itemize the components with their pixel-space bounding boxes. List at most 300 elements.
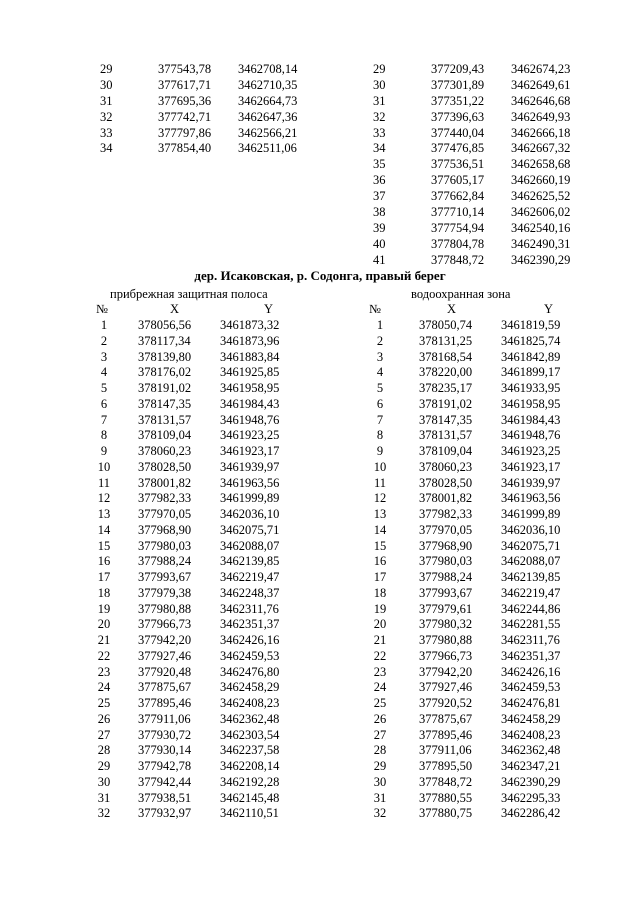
y-coordinate: 3461948,76 xyxy=(220,412,280,427)
y-coordinate: 3461899,17 xyxy=(501,365,561,380)
x-coordinate: 377754,94 xyxy=(431,220,485,235)
row-number: 10 xyxy=(373,459,387,474)
row-number: 29 xyxy=(100,62,113,76)
y-coordinate: 3462647,36 xyxy=(238,109,298,124)
x-coordinate: 377979,38 xyxy=(138,585,192,600)
row-number: 28 xyxy=(373,743,387,758)
x-coordinate: 378191,02 xyxy=(138,381,192,395)
table-row xyxy=(368,633,598,649)
row-number: 34 xyxy=(100,141,113,156)
table-row xyxy=(92,365,322,381)
table-row xyxy=(368,350,598,366)
top-left-coordinate-list xyxy=(100,62,330,157)
y-coordinate: 3462390,29 xyxy=(511,252,571,267)
x-coordinate: 377895,50 xyxy=(419,759,473,773)
row-number: 1 xyxy=(376,318,384,332)
y-coordinate: 3462666,18 xyxy=(511,125,571,140)
row-number: 29 xyxy=(373,62,386,76)
table-row xyxy=(92,334,322,350)
row-number: 13 xyxy=(97,507,111,521)
x-coordinate: 377605,17 xyxy=(431,173,485,188)
table-row xyxy=(92,507,322,523)
y-coordinate: 3462408,23 xyxy=(220,696,280,710)
x-coordinate: 377854,40 xyxy=(158,141,212,156)
x-coordinate: 377895,46 xyxy=(138,696,192,710)
x-coordinate: 377536,51 xyxy=(431,157,485,172)
table-row xyxy=(368,460,598,476)
row-number: 16 xyxy=(97,554,111,569)
x-coordinate: 377966,73 xyxy=(138,617,192,632)
x-coordinate: 377848,72 xyxy=(419,774,473,789)
table-row xyxy=(92,633,322,649)
x-coordinate: 377662,84 xyxy=(431,189,485,204)
x-coordinate: 377797,86 xyxy=(158,125,212,140)
x-coordinate: 378147,35 xyxy=(419,412,473,427)
x-coordinate: 377970,05 xyxy=(138,507,192,521)
row-number: 27 xyxy=(97,727,111,742)
x-coordinate: 377695,36 xyxy=(158,93,212,108)
y-coordinate: 3461842,89 xyxy=(501,349,561,364)
table-row xyxy=(92,586,322,602)
row-number: 21 xyxy=(97,633,111,647)
y-coordinate: 3462658,68 xyxy=(511,157,571,172)
row-number: 27 xyxy=(373,727,387,742)
row-number: 22 xyxy=(373,648,387,663)
x-coordinate: 377942,44 xyxy=(138,774,192,789)
right-header-x: X xyxy=(447,302,457,316)
x-coordinate: 377920,52 xyxy=(419,696,473,710)
row-number: 9 xyxy=(100,444,108,458)
y-coordinate: 3461939,97 xyxy=(501,475,561,490)
row-number: 20 xyxy=(97,617,111,632)
row-number: 35 xyxy=(373,157,386,172)
y-coordinate: 3462192,28 xyxy=(220,774,280,789)
table-row xyxy=(100,141,330,157)
row-number: 26 xyxy=(373,711,387,726)
y-coordinate: 3462351,37 xyxy=(501,648,561,663)
x-coordinate: 378028,50 xyxy=(419,475,473,490)
row-number: 4 xyxy=(100,365,108,380)
row-number: 6 xyxy=(376,396,384,411)
y-coordinate: 3462244,86 xyxy=(501,601,561,616)
y-coordinate: 3462490,31 xyxy=(511,236,571,251)
x-coordinate: 377966,73 xyxy=(419,648,473,663)
row-number: 32 xyxy=(100,109,113,124)
y-coordinate: 3462511,06 xyxy=(238,141,297,156)
table-row xyxy=(92,523,322,539)
x-coordinate: 377988,24 xyxy=(138,554,192,569)
x-coordinate: 377440,04 xyxy=(431,125,485,140)
table-row xyxy=(368,743,598,759)
y-coordinate: 3462311,76 xyxy=(501,633,560,647)
table-row xyxy=(373,253,603,269)
table-row xyxy=(368,712,598,728)
x-coordinate: 377938,51 xyxy=(138,790,192,805)
table-row xyxy=(368,775,598,791)
y-coordinate: 3461939,97 xyxy=(220,459,280,474)
x-coordinate: 378191,02 xyxy=(419,396,473,411)
table-row xyxy=(373,78,603,94)
table-row xyxy=(92,617,322,633)
table-row xyxy=(100,78,330,94)
row-number: 39 xyxy=(373,220,386,235)
y-coordinate: 3462248,37 xyxy=(220,585,280,600)
table-row xyxy=(368,523,598,539)
row-number: 15 xyxy=(97,538,111,553)
x-coordinate: 377970,05 xyxy=(419,522,473,537)
y-coordinate: 3462667,32 xyxy=(511,141,571,156)
row-number: 30 xyxy=(97,774,111,789)
table-row xyxy=(92,397,322,413)
table-row xyxy=(92,554,322,570)
table-row xyxy=(92,806,322,822)
x-coordinate: 377980,03 xyxy=(138,538,192,553)
x-coordinate: 378060,23 xyxy=(419,459,473,474)
row-number: 18 xyxy=(373,585,387,600)
y-coordinate: 3462208,14 xyxy=(220,759,280,773)
x-coordinate: 378176,02 xyxy=(138,365,192,380)
y-coordinate: 3462459,53 xyxy=(501,680,561,695)
row-number: 30 xyxy=(373,77,386,92)
x-coordinate: 377880,55 xyxy=(419,790,473,805)
y-coordinate: 3462347,21 xyxy=(501,759,561,773)
row-number: 2 xyxy=(100,333,108,348)
y-coordinate: 3462408,23 xyxy=(501,727,561,742)
row-number: 20 xyxy=(373,617,387,632)
x-coordinate: 378235,17 xyxy=(419,381,473,395)
x-coordinate: 377543,78 xyxy=(158,62,212,76)
x-coordinate: 378109,04 xyxy=(138,428,192,443)
table-row xyxy=(100,62,330,78)
y-coordinate: 3461999,89 xyxy=(220,491,280,506)
table-row xyxy=(373,237,603,253)
row-number: 38 xyxy=(373,205,386,220)
table-row xyxy=(92,696,322,712)
x-coordinate: 377988,24 xyxy=(419,570,473,584)
x-coordinate: 378056,56 xyxy=(138,318,192,332)
left-header-x: X xyxy=(170,302,180,316)
x-coordinate: 377895,46 xyxy=(419,727,473,742)
y-coordinate: 3462390,29 xyxy=(501,774,561,789)
table-row xyxy=(368,806,598,822)
table-row xyxy=(92,602,322,618)
row-number: 23 xyxy=(97,664,111,679)
x-coordinate: 377351,22 xyxy=(431,93,485,108)
row-number: 15 xyxy=(373,538,387,553)
x-coordinate: 377476,85 xyxy=(431,141,485,156)
x-coordinate: 377875,67 xyxy=(138,680,192,695)
x-coordinate: 377982,33 xyxy=(138,491,192,506)
row-number: 30 xyxy=(100,77,113,92)
y-coordinate: 3462219,47 xyxy=(220,570,280,584)
table-row xyxy=(92,381,322,397)
table-row xyxy=(92,680,322,696)
x-coordinate: 377927,46 xyxy=(419,680,473,695)
row-number: 33 xyxy=(100,125,113,140)
row-number: 37 xyxy=(373,189,386,204)
row-number: 32 xyxy=(373,806,387,821)
y-coordinate: 3461825,74 xyxy=(501,333,561,348)
y-coordinate: 3462459,53 xyxy=(220,648,280,663)
y-coordinate: 3462646,68 xyxy=(511,93,571,108)
y-coordinate: 3462303,54 xyxy=(220,727,280,742)
table-row xyxy=(100,110,330,126)
row-number: 17 xyxy=(373,570,387,584)
y-coordinate: 3462110,51 xyxy=(220,806,279,821)
table-row xyxy=(92,460,322,476)
right-header-number: № xyxy=(369,302,381,316)
table-row xyxy=(368,696,598,712)
x-coordinate: 378147,35 xyxy=(138,396,192,411)
x-coordinate: 377927,46 xyxy=(138,648,192,663)
y-coordinate: 3461948,76 xyxy=(501,428,561,443)
x-coordinate: 378131,57 xyxy=(138,412,192,427)
row-number: 23 xyxy=(373,664,387,679)
x-coordinate: 377396,63 xyxy=(431,109,485,124)
row-number: 17 xyxy=(97,570,111,584)
table-row xyxy=(373,141,603,157)
row-number: 33 xyxy=(373,125,386,140)
table-row xyxy=(92,444,322,460)
table-row xyxy=(368,334,598,350)
row-number: 29 xyxy=(97,759,111,773)
table-row xyxy=(92,476,322,492)
table-row xyxy=(373,173,603,189)
table-row xyxy=(92,318,322,334)
row-number: 12 xyxy=(97,491,111,506)
table-row xyxy=(368,665,598,681)
y-coordinate: 3462566,21 xyxy=(238,125,298,140)
y-coordinate: 3461963,56 xyxy=(220,475,280,490)
table-row xyxy=(373,62,603,78)
y-coordinate: 3462606,02 xyxy=(511,205,571,220)
y-coordinate: 3462458,29 xyxy=(501,711,561,726)
table-row xyxy=(368,649,598,665)
row-number: 10 xyxy=(97,459,111,474)
y-coordinate: 3461999,89 xyxy=(501,507,561,521)
x-coordinate: 377301,89 xyxy=(431,77,485,92)
y-coordinate: 3461873,96 xyxy=(220,333,280,348)
y-coordinate: 3462458,29 xyxy=(220,680,280,695)
y-coordinate: 3462426,16 xyxy=(220,633,280,647)
row-number: 8 xyxy=(376,428,384,443)
table-row xyxy=(368,539,598,555)
y-coordinate: 3462476,81 xyxy=(501,696,561,710)
y-coordinate: 3461923,25 xyxy=(220,428,280,443)
row-number: 34 xyxy=(373,141,386,156)
x-coordinate: 377980,88 xyxy=(138,601,192,616)
table-row xyxy=(373,110,603,126)
x-coordinate: 377993,67 xyxy=(419,585,473,600)
x-coordinate: 377911,06 xyxy=(419,743,472,758)
left-coordinate-table xyxy=(92,318,322,822)
x-coordinate: 377980,03 xyxy=(419,554,473,569)
x-coordinate: 377875,67 xyxy=(419,711,473,726)
x-coordinate: 377980,32 xyxy=(419,617,473,632)
row-number: 36 xyxy=(373,173,386,188)
left-table-header xyxy=(96,302,273,318)
table-row xyxy=(92,743,322,759)
row-number: 22 xyxy=(97,648,111,663)
y-coordinate: 3462281,55 xyxy=(501,617,561,632)
table-row xyxy=(368,554,598,570)
table-row xyxy=(92,649,322,665)
x-coordinate: 377982,33 xyxy=(419,507,473,521)
row-number: 2 xyxy=(376,333,384,348)
table-row xyxy=(368,507,598,523)
x-coordinate: 378109,04 xyxy=(419,444,473,458)
table-row xyxy=(92,539,322,555)
table-row xyxy=(368,318,598,334)
table-row xyxy=(92,775,322,791)
y-coordinate: 3462219,47 xyxy=(501,585,561,600)
y-coordinate: 3461984,43 xyxy=(220,396,280,411)
right-table-header xyxy=(369,302,553,318)
right-header-y: Y xyxy=(544,302,554,316)
table-row xyxy=(373,205,603,221)
table-row xyxy=(368,428,598,444)
x-coordinate: 378001,82 xyxy=(138,475,192,490)
y-coordinate: 3461819,59 xyxy=(501,318,561,332)
table-row xyxy=(92,491,322,507)
x-coordinate: 378028,50 xyxy=(138,459,192,474)
row-number: 7 xyxy=(376,412,384,427)
row-number: 24 xyxy=(97,680,111,695)
x-coordinate: 377968,90 xyxy=(138,522,192,537)
row-number: 5 xyxy=(100,381,108,395)
table-row xyxy=(368,602,598,618)
table-row xyxy=(373,94,603,110)
table-row xyxy=(368,397,598,413)
table-row xyxy=(368,586,598,602)
x-coordinate: 377968,90 xyxy=(419,538,473,553)
x-coordinate: 377930,72 xyxy=(138,727,192,742)
row-number: 24 xyxy=(373,680,387,695)
y-coordinate: 3462351,37 xyxy=(220,617,280,632)
table-row xyxy=(92,759,322,775)
x-coordinate: 377617,71 xyxy=(158,77,212,92)
y-coordinate: 3462075,71 xyxy=(220,522,280,537)
y-coordinate: 3462286,42 xyxy=(501,806,561,821)
table-row xyxy=(368,680,598,696)
table-row xyxy=(100,94,330,110)
row-number: 14 xyxy=(97,522,111,537)
y-coordinate: 3462139,85 xyxy=(501,570,561,584)
row-number: 16 xyxy=(373,554,387,569)
table-row xyxy=(368,617,598,633)
table-row xyxy=(92,665,322,681)
y-coordinate: 3462625,52 xyxy=(511,189,571,204)
x-coordinate: 378060,23 xyxy=(138,444,192,458)
y-coordinate: 3462362,48 xyxy=(501,743,561,758)
y-coordinate: 3462426,16 xyxy=(501,664,561,679)
x-coordinate: 377930,14 xyxy=(138,743,192,758)
row-number: 29 xyxy=(373,759,387,773)
section-title: дер. Исаковская, р. Содонга, правый берег xyxy=(194,268,446,283)
row-number: 28 xyxy=(97,743,111,758)
table-row xyxy=(92,570,322,586)
table-row xyxy=(368,491,598,507)
x-coordinate: 378220,00 xyxy=(419,365,473,380)
y-coordinate: 3462649,61 xyxy=(511,77,571,92)
y-coordinate: 3461923,25 xyxy=(501,444,561,458)
x-coordinate: 378168,54 xyxy=(419,349,473,364)
table-row xyxy=(368,444,598,460)
table-row xyxy=(373,221,603,237)
row-number: 26 xyxy=(97,711,111,726)
y-coordinate: 3461923,17 xyxy=(220,444,280,458)
y-coordinate: 3462664,73 xyxy=(238,93,298,108)
y-coordinate: 3462362,48 xyxy=(220,711,280,726)
row-number: 21 xyxy=(373,633,387,647)
row-number: 19 xyxy=(97,601,111,616)
left-table-subtitle: прибрежная защитная полоса xyxy=(110,287,268,301)
y-coordinate: 3462088,07 xyxy=(501,554,561,569)
y-coordinate: 3461958,95 xyxy=(501,396,561,411)
row-number: 8 xyxy=(100,428,108,443)
row-number: 5 xyxy=(376,381,384,395)
x-coordinate: 377710,14 xyxy=(431,205,485,220)
y-coordinate: 3462649,93 xyxy=(511,109,571,124)
x-coordinate: 378001,82 xyxy=(419,491,473,506)
left-header-number: № xyxy=(96,302,108,316)
y-coordinate: 3462674,23 xyxy=(511,62,571,76)
table-row xyxy=(368,759,598,775)
row-number: 25 xyxy=(373,696,387,710)
table-row xyxy=(368,413,598,429)
row-number: 6 xyxy=(100,396,108,411)
table-row xyxy=(92,712,322,728)
y-coordinate: 3461925,85 xyxy=(220,365,280,380)
row-number: 11 xyxy=(97,475,111,490)
row-number: 13 xyxy=(373,507,387,521)
table-row xyxy=(373,189,603,205)
row-number: 32 xyxy=(373,109,386,124)
y-coordinate: 3461873,32 xyxy=(220,318,280,332)
table-row xyxy=(368,381,598,397)
row-number: 18 xyxy=(97,585,111,600)
x-coordinate: 377993,67 xyxy=(138,570,192,584)
x-coordinate: 378139,80 xyxy=(138,349,192,364)
row-number: 3 xyxy=(100,349,108,364)
x-coordinate: 378131,25 xyxy=(419,333,473,348)
row-number: 19 xyxy=(373,601,387,616)
table-row xyxy=(373,157,603,173)
table-row xyxy=(92,350,322,366)
y-coordinate: 3461923,17 xyxy=(501,459,561,474)
x-coordinate: 377804,78 xyxy=(431,236,485,251)
x-coordinate: 377932,97 xyxy=(138,806,192,821)
x-coordinate: 377942,78 xyxy=(138,759,192,773)
right-coordinate-table xyxy=(368,318,598,822)
y-coordinate: 3462088,07 xyxy=(220,538,280,553)
row-number: 31 xyxy=(100,93,113,108)
right-table-subtitle: водоохранная зона xyxy=(411,287,511,301)
row-number: 14 xyxy=(373,522,387,537)
table-row xyxy=(100,126,330,142)
y-coordinate: 3462476,80 xyxy=(220,664,280,679)
y-coordinate: 3461958,95 xyxy=(220,381,280,395)
table-row xyxy=(368,570,598,586)
row-number: 31 xyxy=(373,93,386,108)
y-coordinate: 3462075,71 xyxy=(501,538,561,553)
y-coordinate: 3462540,16 xyxy=(511,220,571,235)
y-coordinate: 3462145,48 xyxy=(220,790,280,805)
table-row xyxy=(92,428,322,444)
left-header-y: Y xyxy=(264,302,274,316)
row-number: 11 xyxy=(373,475,387,490)
row-number: 32 xyxy=(97,806,111,821)
